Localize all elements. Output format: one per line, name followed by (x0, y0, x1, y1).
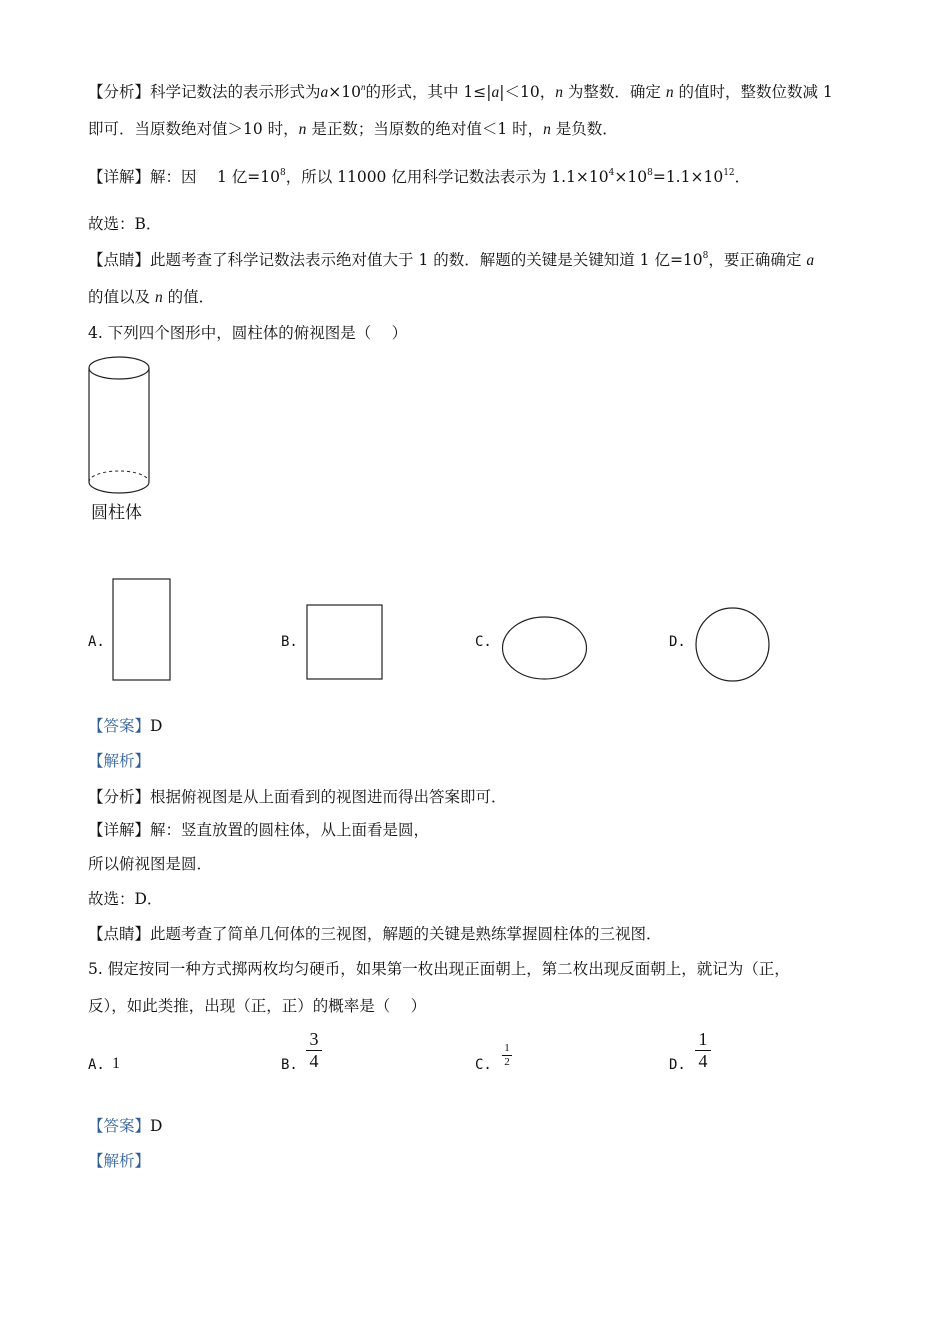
q5-option-c-fraction (502, 1042, 512, 1069)
fraction-denominator: 2 (504, 1056, 510, 1068)
q5-option-a-label: A. (88, 1057, 105, 1073)
q4-option-d-label: D. (669, 634, 686, 650)
q5-explain-tag: 【解析】 (88, 1152, 151, 1170)
q5-option-c-label: C. (475, 1057, 492, 1073)
fraction-numerator: 1 (504, 1042, 510, 1054)
answer-value: D (150, 717, 163, 735)
q3-comment-line2: 的值以及 n 的值． (88, 288, 215, 306)
q3-choice: 故选：B． (88, 215, 162, 233)
answer-tag: 【答案】 (88, 717, 151, 735)
cylinder-figure (80, 350, 160, 500)
q5-stem-line2: 反），如此类推，出现（正，正）的概率是（ ） (88, 997, 427, 1015)
option-a-rectangle (112, 578, 172, 683)
cylinder-top-ellipse (89, 357, 149, 379)
q3-analysis-line1: 【分析】科学记数法的表示形式为$a\times 10^n$的形式，其中 1≤|a|＜10，n 为整数．确定 n 的值时，整数位数减 1 (88, 82, 833, 101)
option-d-circle (694, 606, 772, 684)
option-b-square (306, 604, 386, 682)
q4-answer-line (88, 716, 162, 736)
q4-detail-line2: 所以俯视图是圆． (88, 855, 213, 873)
q3-comment-line1: 【点睛】此题考查了科学记数法表示绝对值大于 1 的数．解题的关键是关键知道 1 亿$=10^8$，要正确确定 a (88, 251, 815, 269)
q5-option-b-label: B. (281, 1057, 298, 1073)
q5-option-d-fraction (695, 1029, 711, 1072)
answer-value: D (150, 1117, 163, 1135)
q4-comment-line: 【点睛】此题考查了简单几何体的三视图，解题的关键是熟练掌握圆柱体的三视图． (88, 925, 662, 943)
q5-option-a-value: 1 (112, 1055, 120, 1072)
q4-analysis-line: 【分析】根据俯视图是从上面看到的视图进而得出答案即可． (88, 788, 507, 806)
q5-option-b-fraction (306, 1029, 322, 1072)
q4-choice: 故选：D． (88, 890, 163, 908)
cylinder-bottom-back-dashed (89, 471, 149, 482)
detail-tag: 【详解】 (88, 168, 151, 186)
answer-tag: 【答案】 (88, 1117, 151, 1135)
q5-answer-line (88, 1116, 162, 1136)
q5-option-d-label: D. (669, 1057, 686, 1073)
option-c-ellipse (500, 615, 590, 681)
cylinder-label: 圆柱体 (91, 503, 142, 523)
fraction-denominator: 4 (309, 1051, 319, 1071)
analysis-tag: 【分析】 (88, 83, 151, 101)
q3-analysis-line2: 即可．当原数绝对值＞10 时，n 是正数；当原数的绝对值＜1 时，n 是负数． (88, 120, 618, 138)
q3-detail-line: 【详解】解：因 1 亿$=10^8$，所以 11000 亿用科学记数法表示为 $1.1\times 10^4\times 10^8=1.1\times 10^{12}$． (88, 168, 751, 186)
q4-explain-tag: 【解析】 (88, 752, 151, 770)
q4-option-a-label: A. (88, 634, 105, 650)
q5-stem-line1: 5. 假定按同一种方式掷两枚均匀硬币，如果第一枚出现正面朝上，第二枚出现反面朝上，就记为（正， (88, 960, 790, 978)
fraction-numerator: 3 (309, 1029, 319, 1049)
cylinder-bottom-front (89, 482, 149, 493)
q4-option-c-label: C. (475, 634, 492, 650)
fraction-denominator: 4 (698, 1051, 708, 1071)
fraction-numerator: 1 (698, 1029, 708, 1049)
q4-option-b-label: B. (281, 634, 298, 650)
comment-tag: 【点睛】 (88, 251, 151, 269)
q4-detail-line: 【详解】解：竖直放置的圆柱体，从上面看是圆， (88, 821, 430, 839)
q4-stem: 4. 下列四个图形中，圆柱体的俯视图是（ ） (88, 324, 408, 342)
